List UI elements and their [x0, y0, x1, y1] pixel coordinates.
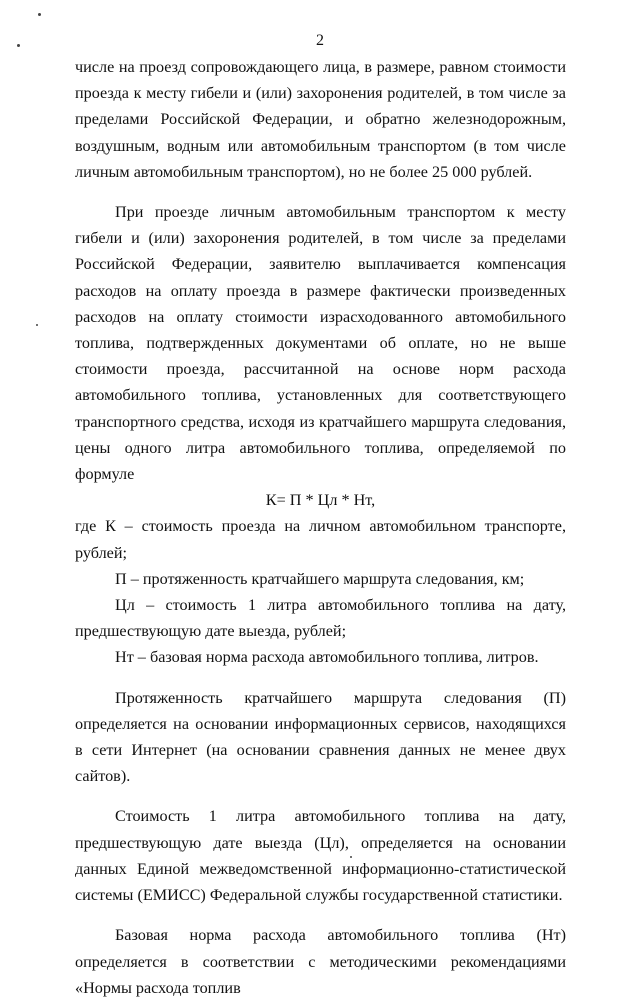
definition-cl: Цл – стоимость 1 литра автомобильного топлива на дату, предшествующую дате выезда, рублей; [75, 596, 566, 641]
scan-speck [36, 324, 38, 326]
paragraph-continuation: числе на проезд сопровождающего лица, в размере, равном стоимости проезда к месту гибели и (или) захоронения родителей, в том числе за пределами Российской Федерации, и обратно железнодорожным, воздушным, водным или автомобильным транспортом (в том числе личным автомобильным транспортом), но не более 25 000 рублей. [75, 58, 566, 181]
definition-p: П – протяженность кратчайшего маршрута следования, км; [115, 569, 525, 588]
paragraph-personal-transport: При проезде личным автомобильным транспортом к месту гибели и (или) захоронения родителей, в том числе за пределами Российской Федерации, заявителю выплачивается компенсация расходов на оплату проезда в размере фактически произведенных расходов на оплату стоимости израсходованного автомобильного топлива, подтвержденных документами об оплате, но не выше стоимости проезда, рассчитанной на основе норм расхода автомобильного топлива, установленных для соответствующего транспортного средства, исходя из кратчайшего маршрута следования, цены одного литра автомобильного топлива, определяемой по формуле [75, 203, 566, 484]
scan-speck [38, 13, 41, 16]
definition-nt: Нт – базовая норма расхода автомобильного топлива, литров. [115, 648, 539, 667]
paragraph-route-length: Протяженность кратчайшего маршрута следования (П) определяется на основании информационных сервисов, находящихся в сети Интернет (на основании сравнения данных не менее двух сайтов). [75, 688, 566, 786]
definition-k: где К – стоимость проезда на личном автомобильном транспорте, рублей; [75, 517, 566, 562]
paragraph-fuel-norm: Базовая норма расхода автомобильного топлива (Нт) определяется в соответствии с методическими рекомендациями «Нормы расхода топлив [75, 926, 566, 997]
document-body [75, 54, 566, 1001]
cost-formula: К= П * Цл * Нт, [265, 491, 376, 510]
paragraph-fuel-price: Стоимость 1 литра автомобильного топлива на дату, предшествующую дате выезда (Цл), определяется на основании данных Единой межведомственной информационно-статистической системы (ЕМИСС) Федеральной службы государственной статистики. [75, 807, 566, 905]
page-number: 2 [316, 32, 324, 49]
